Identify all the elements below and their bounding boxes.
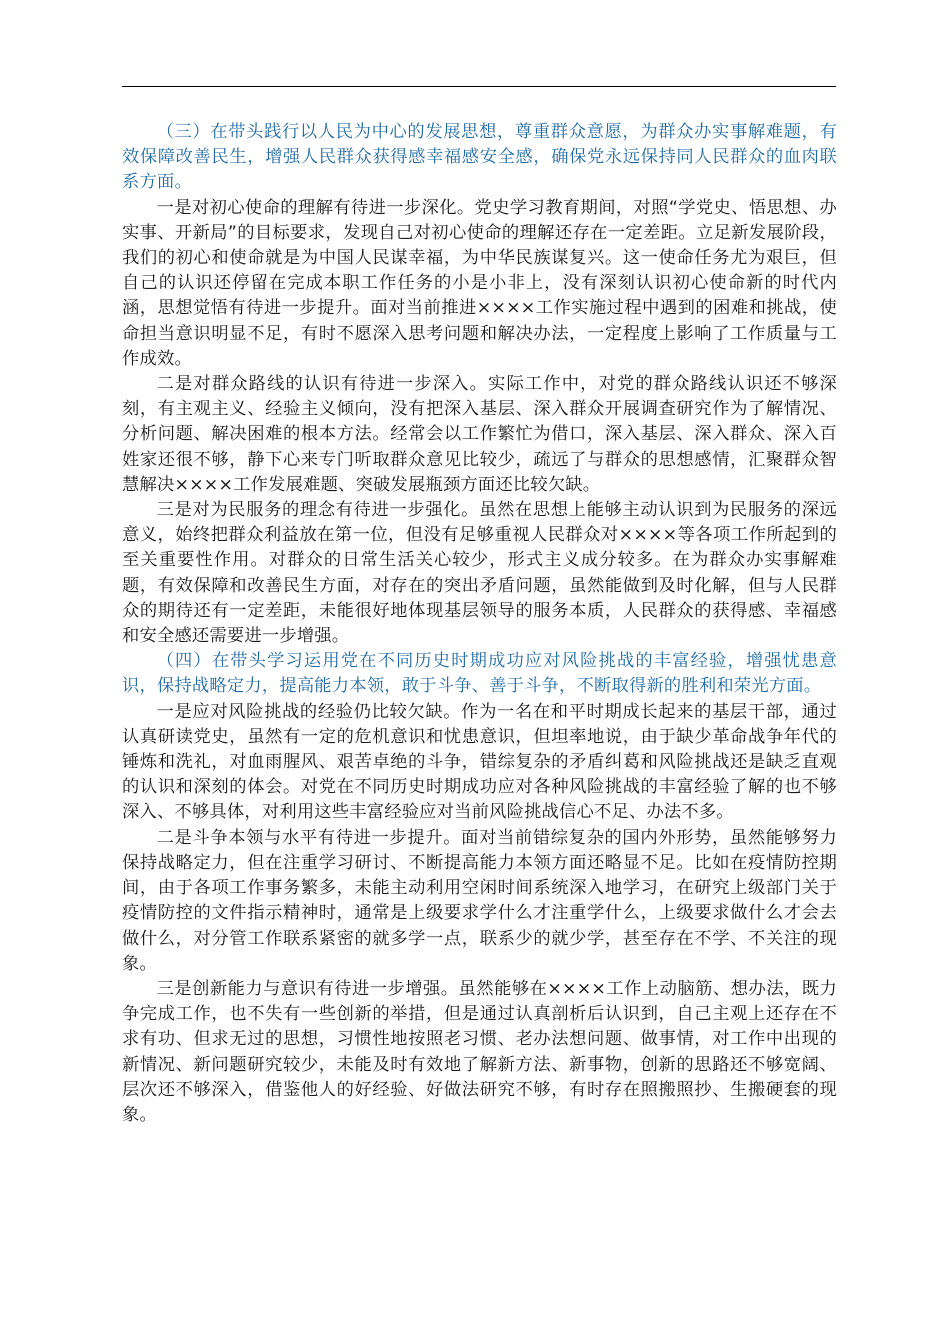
body-paragraph: 二是对群众路线的认识有待进一步深入。实际工作中，对党的群众路线认识还不够深刻，有主观主义、经验主义倾向，没有把深入基层、深入群众开展调查研究作为了解情况、分析问题、解决困难的根本方法。经常会以工作繁忙为借口，深入基层、深入群众、深入百姓家还很不够，静下心来专门听取群众意见比较少，疏远了与群众的思想感情，汇聚群众智慧解决××××工作发展难题、突破发展瓶颈方面还比较欠缺。 (122, 374, 837, 495)
body-paragraph: 一是对初心使命的理解有待进一步深化。党史学习教育期间，对照“学党史、悟思想、办实事、开新局”的目标要求，发现自己对初心使命的理解还存在一定差距。立足新发展阶段，我们的初心和使命就是为中国人民谋幸福，为中华民族谋复兴。这一使命任务尤为艰巨，但自己的认识还停留在完成本职工作任务的小是小非上，没有深刻认识初心使命新的时代内涵，思想觉悟有待进一步提升。面对当前推进××××工作实施过程中遇到的困难和挑战，使命担当意识明显不足，有时不愿深入思考问题和解决办法，一定程度上影响了工作质量与工作成效。 (122, 197, 837, 369)
header-rule (122, 86, 836, 87)
section-heading: （三）在带头践行以人民为中心的发展思想，尊重群众意愿，为群众办实事解难题，有效保障改善民生，增强人民群众获得感幸福感安全感，确保党永远保持同人民群众的血肉联系方面。 (122, 122, 837, 193)
body-paragraph: 一是应对风险挑战的经验仍比较欠缺。作为一名在和平时期成长起来的基层干部，通过认真研读党史，虽然有一定的危机意识和忧患意识，但坦率地说，由于缺少革命战争年代的锤炼和洗礼，对血雨腥风、艰苦卓绝的斗争，错综复杂的矛盾纠葛和风险挑战还是缺乏直观的认识和深刻的体会。对党在不同历史时期成功应对各种风险挑战的丰富经验了解的也不够深入、不够具体，对利用这些丰富经验应对当前风险挑战信心不足、办法不多。 (122, 701, 837, 823)
body-paragraph: 三是创新能力与意识有待进一步增强。虽然能够在××××工作上动脑筋、想办法，既力争完成工作，也不失有一些创新的举措，但是通过认真剖析后认识到，自己主观上还存在不求有功、但求无过的思想，习惯性地按照老习惯、老办法想问题、做事情，对工作中出现的新情况、新问题研究较少，未能及时有效地了解新方法、新事物，创新的思路还不够宽阔、层次还不够深入，借鉴他人的好经验、好做法研究不够，有时存在照搬照抄、生搬硬套的现象。 (122, 978, 837, 1125)
body-paragraph: 三是对为民服务的理念有待进一步强化。虽然在思想上能够主动认识到为民服务的深远意义，始终把群众利益放在第一位，但没有足够重视人民群众对××××等各项工作所起到的至关重要性作用。对群众的日常生活关心较少，形式主义成分较多。在为群众办实事解难题，有效保障和改善民生方面，对存在的突出矛盾问题，虽然能做到及时化解，但与人民群众的期待还有一定差距，未能很好地体现基层领导的服务本质，人民群众的获得感、幸福感和安全感还需要进一步增强。 (122, 500, 837, 647)
section-heading: （四）在带头学习运用党在不同历史时期成功应对风险挑战的丰富经验，增强忧患意识，保持战略定力，提高能力本领，敢于斗争、善于斗争，不断取得新的胜利和荣光方面。 (122, 651, 837, 697)
body-paragraph: 二是斗争本领与水平有待进一步提升。面对当前错综复杂的国内外形势，虽然能够努力保持战略定力，但在注重学习研讨、不断提高能力本领方面还略显不足。比如在疫情防控期间，由于各项工作事务繁多，未能主动利用空闲时间系统深入地学习，在研究上级部门关于疫情防控的文件指示精神时，通常是上级要求学什么才注重学什么，上级要求做什么才会去做什么，对分管工作联系紧密的就多学一点，联系少的就少学，甚至存在不学、不关注的现象。 (122, 827, 837, 974)
document-body (122, 120, 837, 1128)
